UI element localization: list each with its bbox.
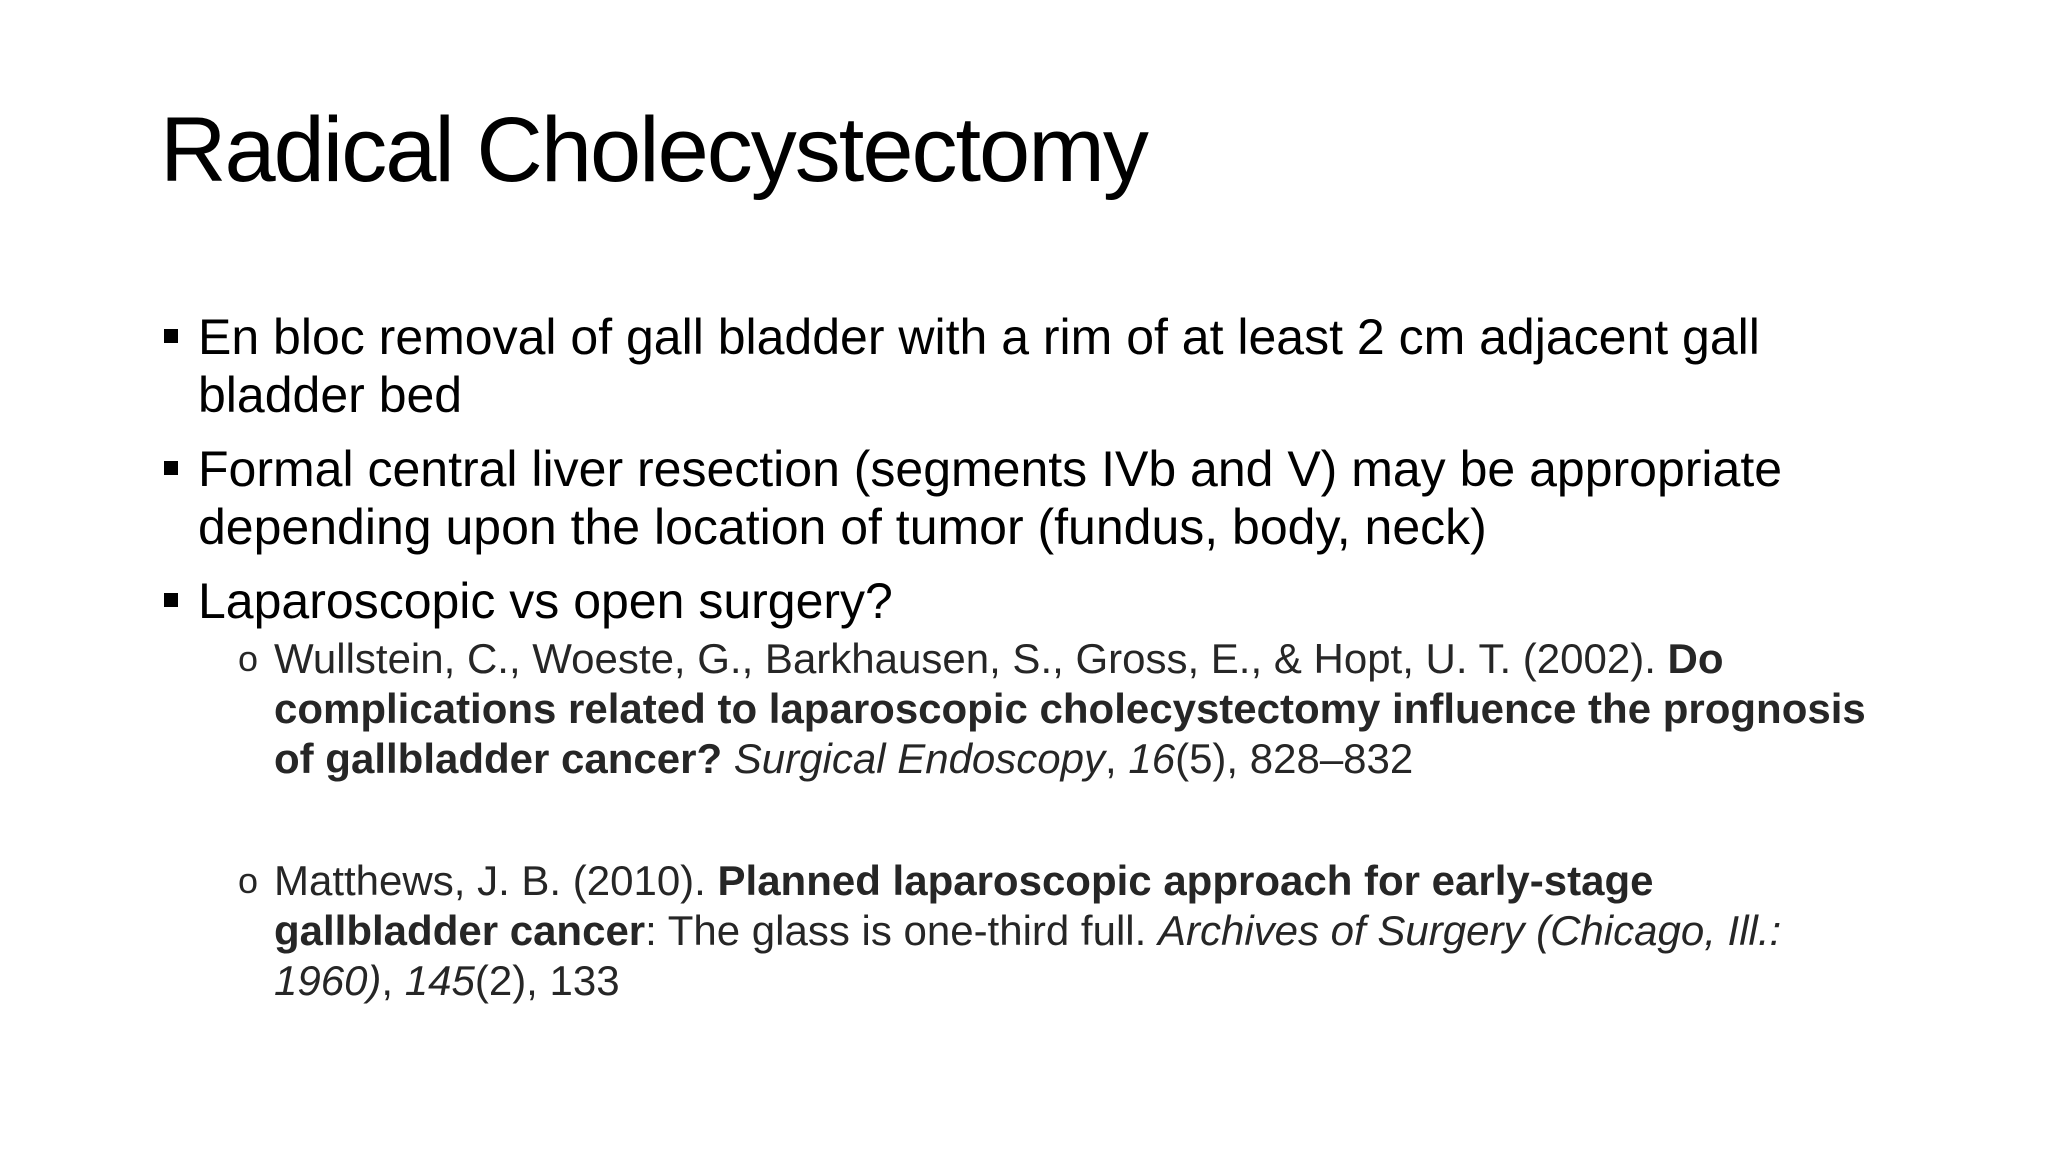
reference-pages: (2), 133 [474,957,620,1004]
reference-list [198,634,1880,1006]
reference-volume: 145 [404,957,475,1004]
bullet-text: Laparoscopic vs open surgery? [198,573,893,629]
reference-separator: , [381,957,405,1004]
bullet-text: En bloc removal of gall bladder with a rim of at least 2 cm adjacent gall bladder bed [198,309,1760,423]
bullet-text: Formal central liver resection (segments IVb and V) may be appropriate depending upon the location of tumor (fundus, body, neck) [198,441,1783,555]
square-bullet-icon [164,461,178,475]
reference-volume: 16 [1128,735,1176,782]
reference-authors: Wullstein, C., Woeste, G., Barkhausen, S., Gross, E., & Hopt, U. T. (2002). [274,635,1668,682]
reference-title: Planned laparoscopic approach for early-stage gallbladder cancer [274,857,1654,954]
reference-authors: Matthews, J. B. (2010). [274,857,718,904]
bullet-list [160,308,1880,1022]
square-bullet-icon [164,329,178,343]
reference-separator [722,735,734,782]
reference-pages: (5), 828–832 [1175,735,1414,782]
reference-separator: , [1105,735,1129,782]
circle-bullet-icon: o [238,638,259,679]
circle-bullet-icon: o [238,860,259,901]
square-bullet-icon [164,593,178,607]
reference-separator: : The glass is one-third full. [645,907,1158,954]
reference-journal: Archives of Surgery (Chicago, Ill.: 1960) [274,907,1782,1004]
bullet-item [160,440,1880,556]
reference-title: Do complications related to laparoscopic cholecystectomy influence the prognosis of gallbladder cancer? [274,635,1866,782]
reference-item [238,856,1880,1006]
reference-item [238,634,1880,784]
bullet-item [160,572,1880,1006]
slide-title: Radical Cholecystectomy [160,99,1147,201]
reference-journal: Surgical Endoscopy [733,735,1106,782]
bullet-item [160,308,1880,424]
